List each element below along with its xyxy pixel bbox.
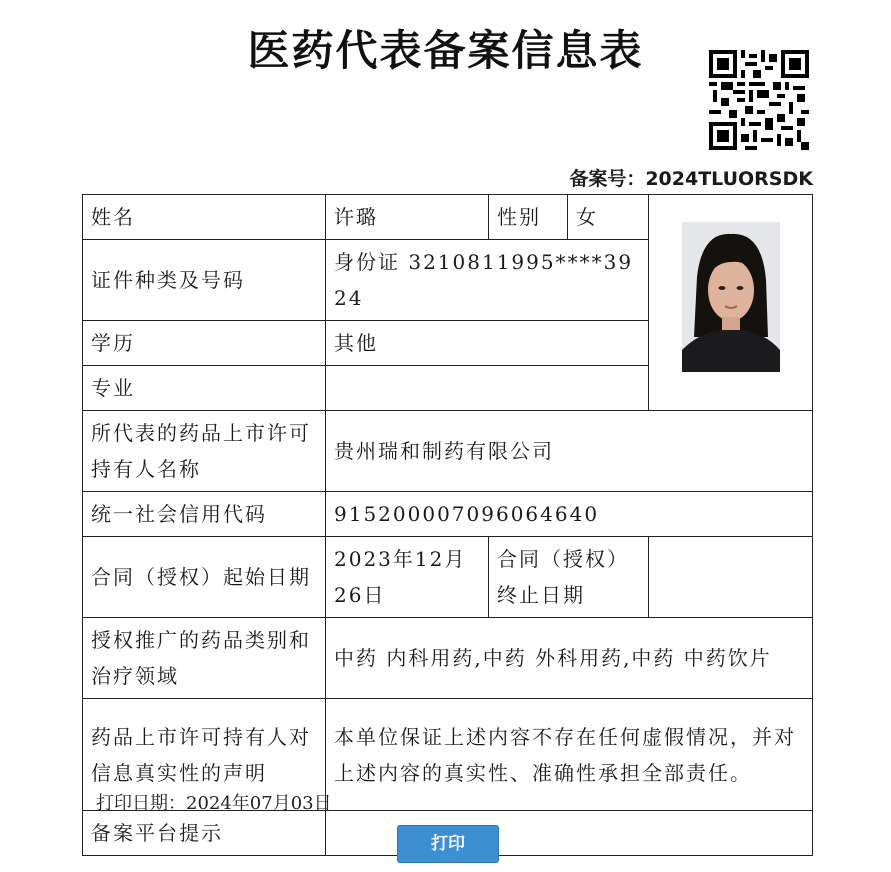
holder-value: 贵州瑞和制药有限公司 [326, 411, 813, 492]
statement-value: 本单位保证上述内容不存在任何虚假情况，并对上述内容的真实性、准确性承担全部责任。 [326, 699, 813, 811]
education-value: 其他 [326, 321, 649, 366]
contract-start-label: 合同（授权）起始日期 [83, 537, 326, 618]
person-photo-icon [682, 222, 780, 372]
name-label: 姓名 [83, 195, 326, 240]
print-date: 打印日期：2024年07月03日 [96, 793, 332, 814]
id-label: 证件种类及号码 [83, 240, 326, 321]
print-button[interactable]: 打印 [397, 825, 499, 863]
statement-label: 药品上市许可持有人对信息真实性的声明 [83, 699, 326, 811]
major-label: 专业 [83, 366, 326, 411]
category-label: 授权推广的药品类别和治疗领域 [83, 618, 326, 699]
photo-cell [649, 195, 813, 411]
credit-code-value: 915200007096064640 [326, 492, 813, 537]
qr-code-icon [709, 50, 809, 150]
holder-label: 所代表的药品上市许可持有人名称 [83, 411, 326, 492]
id-value: 身份证 3210811995****3924 [326, 240, 649, 321]
major-value [326, 366, 649, 411]
info-table [82, 194, 813, 856]
credit-code-label: 统一社会信用代码 [83, 492, 326, 537]
gender-label: 性别 [489, 195, 568, 240]
gender-value: 女 [568, 195, 649, 240]
contract-end-label: 合同（授权）终止日期 [489, 537, 649, 618]
education-label: 学历 [83, 321, 326, 366]
name-value: 许璐 [326, 195, 489, 240]
category-value: 中药 内科用药,中药 外科用药,中药 中药饮片 [326, 618, 813, 699]
contract-start-value: 2023年12月26日 [326, 537, 489, 618]
page-title: 医药代表备案信息表 [247, 26, 644, 75]
record-number: 备案号：2024TLUORSDK [569, 168, 813, 190]
platform-notice-label: 备案平台提示 [83, 811, 326, 856]
contract-end-value [649, 537, 813, 618]
